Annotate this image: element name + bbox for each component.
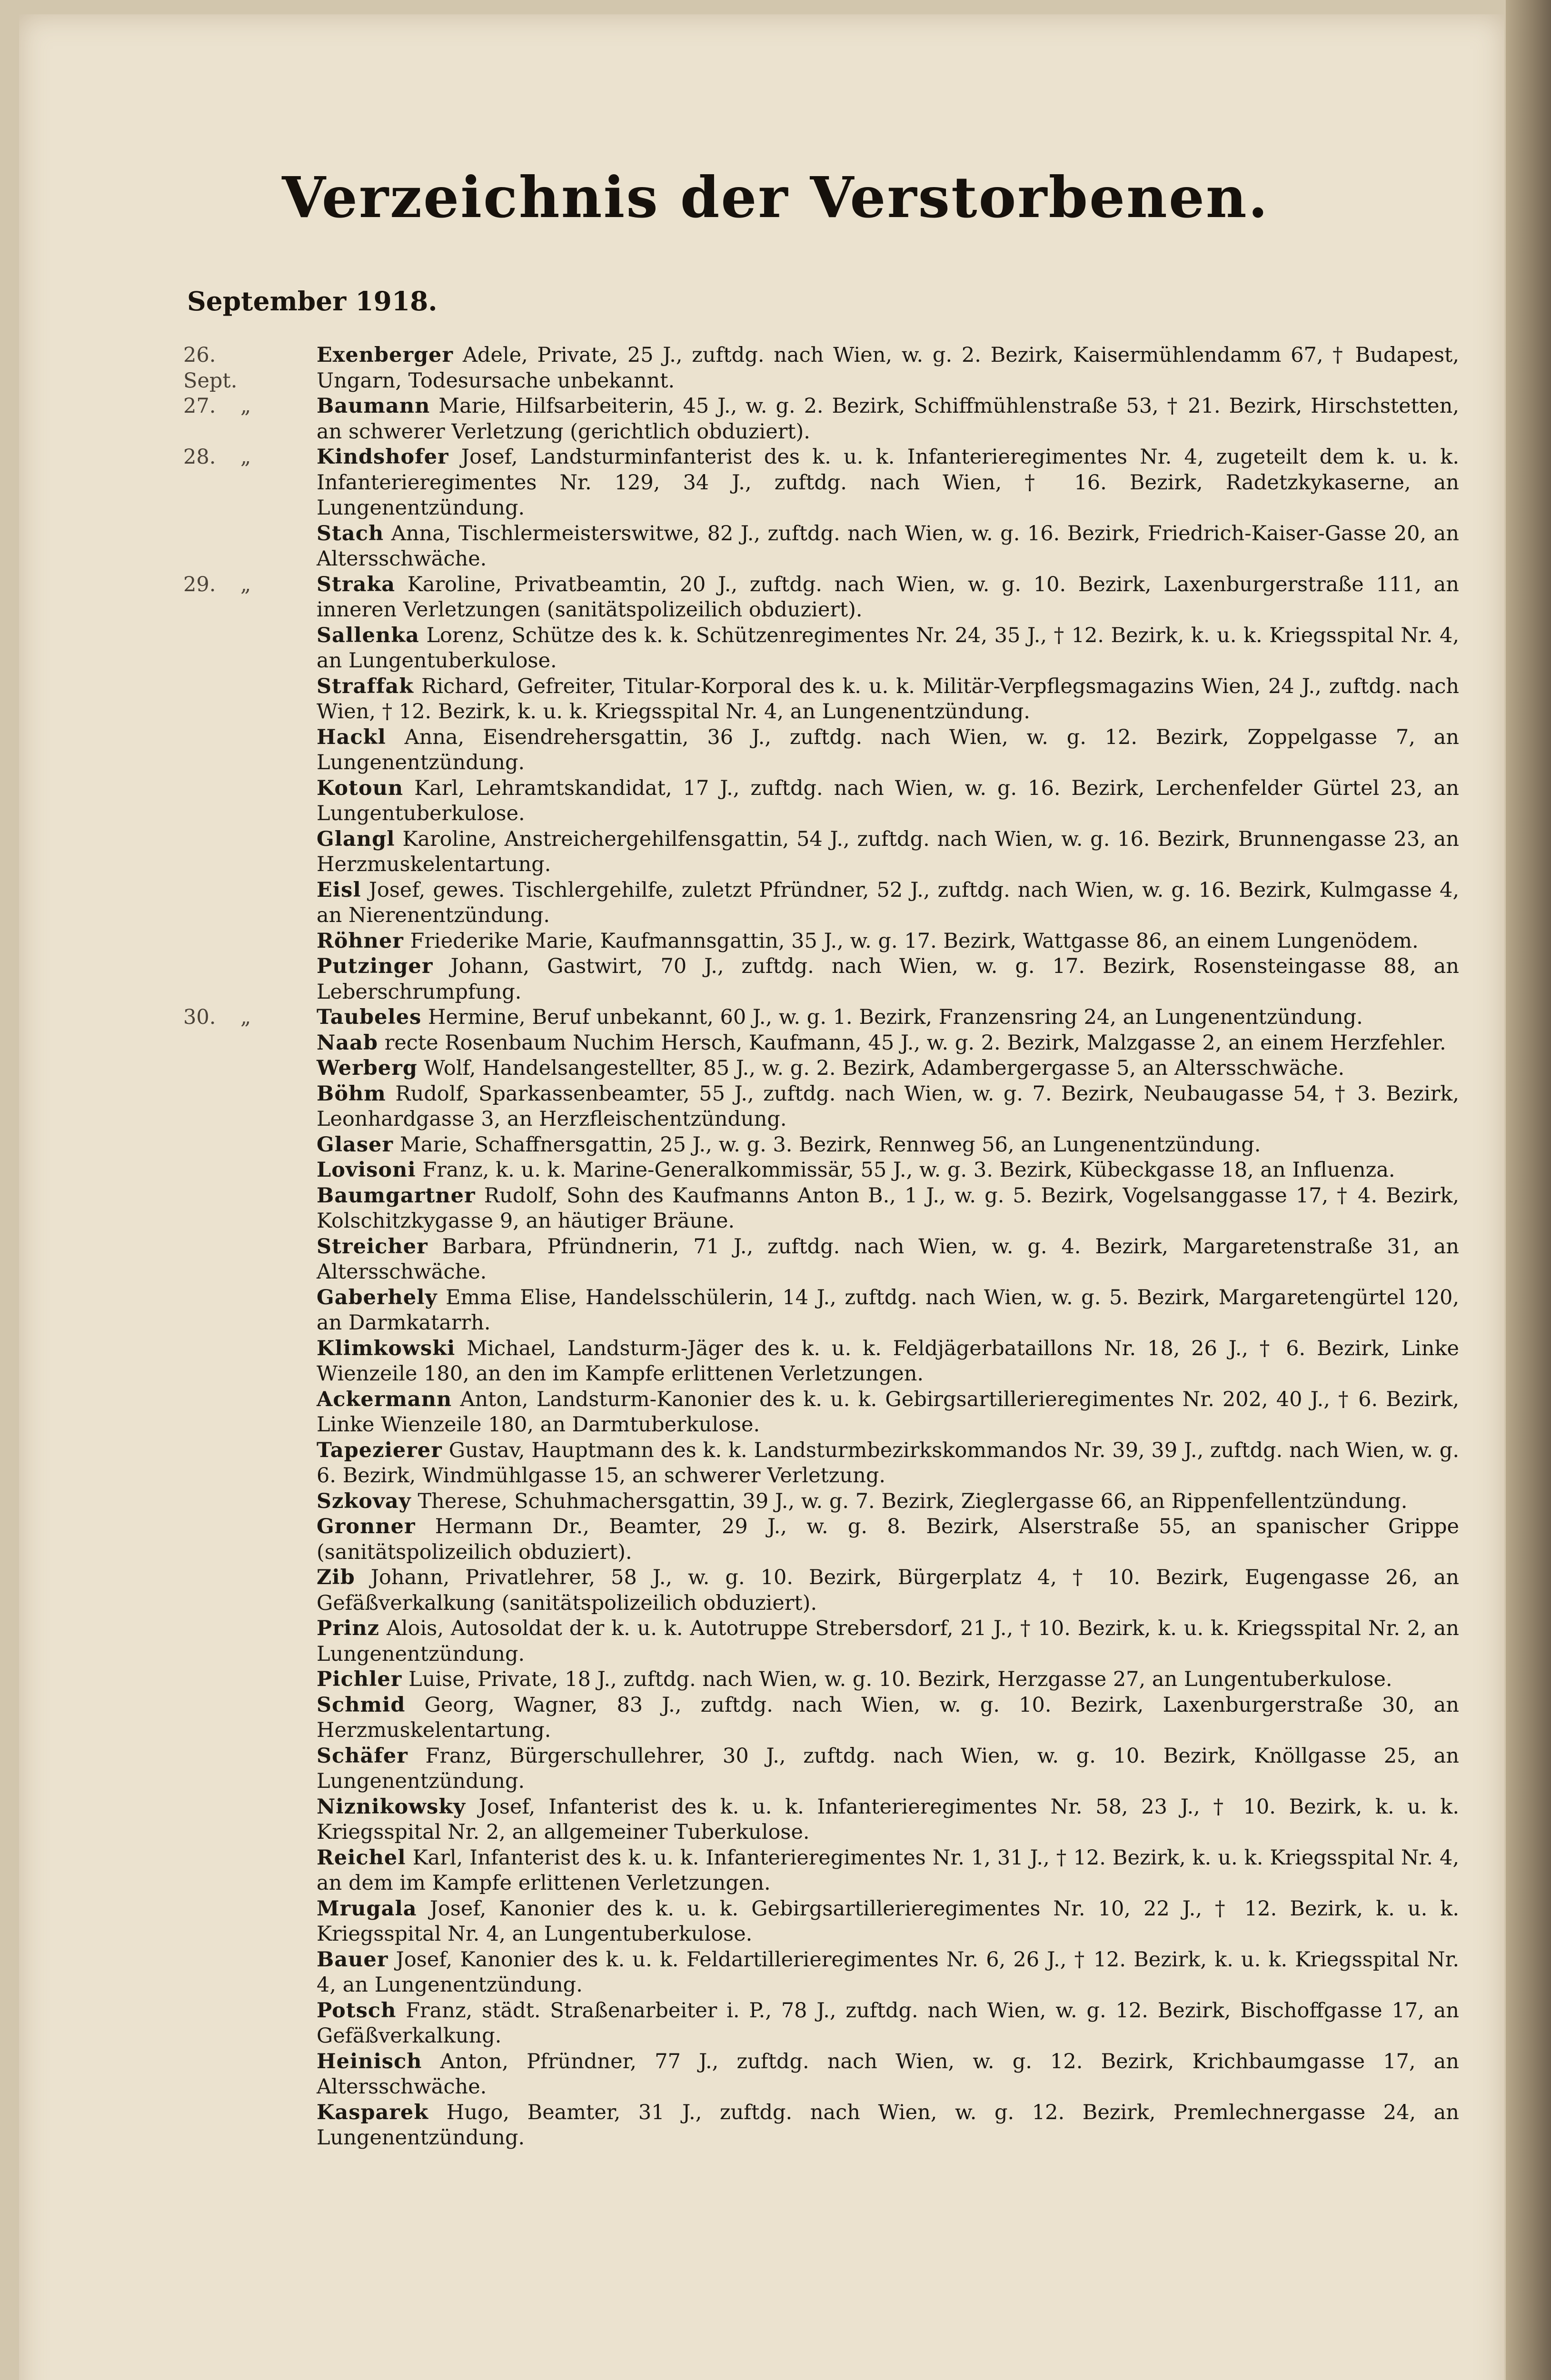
month-heading: September 1918.: [187, 286, 437, 317]
deceased-surname: Bauer: [317, 1947, 388, 1972]
register-entry: [183, 2049, 1459, 2100]
register-entry: [183, 674, 1459, 725]
register-entry: [183, 776, 1459, 827]
register-entry: [183, 1616, 1459, 1667]
entry-date: [183, 1183, 278, 1209]
entry-date: [183, 1158, 278, 1183]
register-entry: [183, 1132, 1459, 1158]
deceased-surname: Hackl: [317, 725, 386, 749]
register-entry: [183, 1514, 1459, 1565]
entry-date: [183, 1744, 278, 1769]
entry-details: Friederike Marie, Kaufmannsgattin, 35 J., w. g. 17. Bezirk, Wattgasse 86, an einem Lungenödem.: [410, 929, 1419, 953]
page-title: Verzeichnis der Verstorbenen.: [282, 164, 1269, 230]
entry-date: [183, 1234, 278, 1260]
entry-date: [183, 1081, 278, 1107]
register-entry: [183, 2100, 1459, 2151]
entry-date: [183, 674, 278, 700]
entry-date: [183, 1387, 278, 1413]
entry-date: [183, 1438, 278, 1464]
entry-date: [183, 1031, 278, 1056]
entry-date: [183, 2049, 278, 2075]
register-entry: [183, 1081, 1459, 1132]
entry-date: [183, 1795, 278, 1820]
entry-date: [183, 954, 278, 980]
deceased-surname: Szkovay: [317, 1489, 411, 1513]
register-entry: [183, 1565, 1459, 1616]
deceased-surname: Glangl: [317, 827, 395, 851]
register-entry: [183, 572, 1459, 623]
register-entry: [183, 521, 1459, 572]
deceased-surname: Pichler: [317, 1667, 402, 1691]
register-entry: [183, 1845, 1459, 1896]
entry-month: „: [240, 445, 251, 469]
entry-date: [183, 1005, 278, 1031]
entry-date: [183, 1845, 278, 1871]
entry-details: Lorenz, Schütze des k. k. Schützenregimentes Nr. 24, 35 J., † 12. Bezirk, k. u. k. Kriegsspital Nr. 4, an Lungentuberkulose.: [317, 623, 1459, 673]
entry-details: Karoline, Anstreichergehilfensgattin, 54 J., zuftdg. nach Wien, w. g. 16. Bezirk, Brunnengasse 23, an Herzmuskelentartung.: [317, 827, 1459, 876]
register-entry: [183, 623, 1459, 674]
entry-date: [183, 1285, 278, 1311]
entry-details: Anna, Tischlermeisterswitwe, 82 J., zuftdg. nach Wien, w. g. 16. Bezirk, Friedrich-Kaiser-Gasse 20, an Altersschwäche.: [317, 521, 1460, 571]
deceased-surname: Mrugala: [317, 1896, 417, 1921]
deceased-surname: Straka: [317, 572, 396, 596]
entry-details: Luise, Private, 18 J., zuftdg. nach Wien, w. g. 10. Bezirk, Herzgasse 27, an Lungentuberkulose.: [408, 1667, 1392, 1691]
entry-details: Marie, Hilfsarbeiterin, 45 J., w. g. 2. Bezirk, Schiffmühlenstraße 53, † 21. Bezirk, Hirschstetten, an schwerer Verletzung (gerichtlich obduziert).: [317, 394, 1459, 444]
entry-details: recte Rosenbaum Nuchim Hersch, Kaufmann, 45 J., w. g. 2. Bezirk, Malzgasse 2, an einem Herzfehler.: [384, 1031, 1446, 1055]
register-entry: [183, 445, 1459, 521]
deceased-surname: Schmid: [317, 1693, 406, 1717]
entry-details: Alois, Autosoldat der k. u. k. Autotruppe Strebersdorf, 21 J., † 10. Bezirk, k. u. k. Kriegsspital Nr. 2, an Lungenentzündung.: [317, 1616, 1460, 1666]
entry-details: Anton, Landsturm-Kanonier des k. u. k. Gebirgsartillerieregimentes Nr. 202, 40 J., † 6. Bezirk, Linke Wienzeile 180, an Darmtuberkulose.: [317, 1387, 1459, 1437]
entry-details: Johann, Privatlehrer, 58 J., w. g. 10. Bezirk, Bürgerplatz 4, † 10. Bezirk, Eugengasse 26, an Gefäßverkalkung (sanitätspolizeilich obduziert).: [317, 1566, 1459, 1615]
entry-date: [183, 1514, 278, 1540]
deceased-surname: Klimkowski: [317, 1336, 456, 1360]
deceased-surname: Röhner: [317, 929, 404, 953]
entry-details: Franz, städt. Straßenarbeiter i. P., 78 J., zuftdg. nach Wien, w. g. 12. Bezirk, Bischoffgasse 17, an Gefäßverkalkung.: [317, 1998, 1459, 2048]
register-entry: [183, 1438, 1459, 1489]
entry-day: 26.: [183, 343, 216, 367]
entry-details: Gustav, Hauptmann des k. k. Landsturmbezirkskommandos Nr. 39, 39 J., zuftdg. nach Wien, w. g. 6. Bezirk, Windmühlgasse 15, an schwerer Verletzung.: [317, 1438, 1459, 1488]
deceased-surname: Kindshofer: [317, 445, 449, 469]
entry-date: [183, 343, 278, 394]
entry-details: Marie, Schaffnersgattin, 25 J., w. g. 3. Bezirk, Rennweg 56, an Lungenentzündung.: [399, 1132, 1261, 1157]
entry-date: [183, 521, 278, 547]
deceased-surname: Exenberger: [317, 343, 454, 367]
entry-date: [183, 1056, 278, 1081]
entry-details: Richard, Gefreiter, Titular-Korporal des k. u. k. Militär-Verpflegsmagazins Wien, 24 J., zuftdg. nach Wien, † 12. Bezirk, k. u. k. Kriegsspital Nr. 4, an Lungenentzündung.: [317, 674, 1460, 724]
entry-details: Karl, Infanterist des k. u. k. Infanterieregimentes Nr. 1, 31 J., † 12. Bezirk, k. u. k. Kriegsspital Nr. 4, an dem im Kampfe erlittenen Verletzungen.: [317, 1845, 1459, 1895]
entry-date: [183, 725, 278, 751]
register-entry: [183, 1031, 1459, 1056]
deceased-surname: Straffak: [317, 674, 414, 698]
register-entry: [183, 1744, 1459, 1795]
entry-details: Anton, Pfründner, 77 J., zuftdg. nach Wien, w. g. 12. Bezirk, Krichbaumgasse 17, an Altersschwäche.: [317, 2049, 1459, 2099]
register-entry: [183, 1005, 1459, 1031]
entry-date: [183, 1896, 278, 1922]
register-entry: [183, 954, 1459, 1005]
entry-date: [183, 1947, 278, 1973]
register-entry: [183, 1336, 1459, 1387]
register-entry: [183, 929, 1459, 954]
deceased-surname: Tapezierer: [317, 1438, 442, 1462]
entry-date: [183, 1132, 278, 1158]
register-entry: [183, 343, 1459, 394]
register-entry: [183, 1158, 1459, 1183]
register-entry: [183, 1387, 1459, 1438]
entry-details: Josef, Infanterist des k. u. k. Infanterieregimentes Nr. 58, 23 J., † 10. Bezirk, k. u. k. Kriegsspital Nr. 2, an allgemeiner Tuberkulose.: [317, 1795, 1459, 1844]
entry-month: „: [240, 1005, 251, 1029]
entry-date: [183, 1616, 278, 1642]
register-entry: [183, 1998, 1459, 2049]
entry-date: [183, 1998, 278, 2024]
entry-date: [183, 1693, 278, 1718]
entry-details: Josef, Landsturminfanterist des k. u. k. Infanterieregimentes Nr. 4, zugeteilt dem k. u. k. Infanterieregimentes Nr. 129, 34 J., zuftdg. nach Wien, † 16. Bezirk, Radetzkykaserne, an Lungenentzündung.: [317, 445, 1459, 520]
register-entry: [183, 1183, 1459, 1234]
deceased-surname: Baumgartner: [317, 1183, 476, 1208]
deceased-surname: Niznikowsky: [317, 1795, 466, 1819]
deceased-surname: Baumann: [317, 394, 430, 418]
entry-details: Barbara, Pfründnerin, 71 J., zuftdg. nach Wien, w. g. 4. Bezirk, Margaretenstraße 31, an Altersschwäche.: [317, 1234, 1459, 1284]
deceased-surname: Prinz: [317, 1616, 380, 1640]
deceased-surname: Stach: [317, 521, 384, 545]
entry-day: 27.: [183, 394, 216, 418]
deceased-surname: Gronner: [317, 1515, 416, 1538]
register-entry: [183, 1056, 1459, 1081]
death-register-list: [183, 343, 1459, 2151]
entry-date: [183, 827, 278, 853]
entry-details: Johann, Gastwirt, 70 J., zuftdg. nach Wien, w. g. 17. Bezirk, Rosensteingasse 88, an Leberschrumpfung.: [317, 954, 1459, 1004]
deceased-surname: Sallenka: [317, 623, 419, 647]
entry-date: [183, 394, 278, 419]
page-edge: [1506, 0, 1551, 2380]
entry-date: [183, 929, 278, 954]
deceased-surname: Kasparek: [317, 2100, 429, 2124]
deceased-surname: Lovisoni: [317, 1158, 416, 1182]
entry-details: Anna, Eisendrehersgattin, 36 J., zuftdg. nach Wien, w. g. 12. Bezirk, Zoppelgasse 7, an Lungenentzündung.: [317, 725, 1459, 774]
register-entry: [183, 1234, 1459, 1285]
entry-details: Karoline, Privatbeamtin, 20 J., zuftdg. nach Wien, w. g. 10. Bezirk, Laxenburgerstraße 111, an inneren Verletzungen (sanitätspolizeilich obduziert).: [317, 572, 1459, 622]
entry-details: Wolf, Handelsangestellter, 85 J., w. g. 2. Bezirk, Adambergergasse 5, an Altersschwäche.: [424, 1056, 1345, 1080]
entry-details: Josef, Kanonier des k. u. k. Feldartillerieregimentes Nr. 6, 26 J., † 12. Bezirk, k. u. k. Kriegsspital Nr. 4, an Lungenentzündung.: [317, 1947, 1460, 1997]
deceased-surname: Böhm: [317, 1081, 386, 1106]
entry-details: Josef, Kanonier des k. u. k. Gebirgsartillerieregimentes Nr. 10, 22 J., † 12. Bezirk, k. u. k. Kriegsspital Nr. 4, an Lungentuberkulose.: [317, 1896, 1459, 1946]
entry-details: Therese, Schuhmachersgattin, 39 J., w. g. 7. Bezirk, Zieglergasse 66, an Rippenfellentzündung.: [418, 1489, 1408, 1513]
deceased-surname: Werberg: [317, 1056, 418, 1080]
deceased-surname: Kotoun: [317, 776, 404, 800]
deceased-surname: Gaberhely: [317, 1285, 437, 1309]
entry-details: Georg, Wagner, 83 J., zuftdg. nach Wien, w. g. 10. Bezirk, Laxenburgerstraße 30, an Herzmuskelentartung.: [317, 1693, 1459, 1742]
entry-day: 30.: [183, 1005, 216, 1029]
entry-details: Hugo, Beamter, 31 J., zuftdg. nach Wien, w. g. 12. Bezirk, Premlechnergasse 24, an Lungenentzündung.: [317, 2100, 1460, 2150]
entry-date: [183, 572, 278, 598]
entry-details: Rudolf, Sparkassenbeamter, 55 J., zuftdg. nach Wien, w. g. 7. Bezirk, Neubaugasse 54, † 3. Bezirk, Leonhardgasse 3, an Herzfleischentzündung.: [317, 1081, 1459, 1131]
entry-details: Adele, Private, 25 J., zuftdg. nach Wien, w. g. 2. Bezirk, Kaisermühlendamm 67, † Budapest, Ungarn, Todesursache unbekannt.: [317, 343, 1459, 393]
entry-details: Franz, Bürgerschullehrer, 30 J., zuftdg. nach Wien, w. g. 10. Bezirk, Knöllgasse 25, an Lungenentzündung.: [317, 1744, 1459, 1793]
register-entry: [183, 1896, 1459, 1947]
entry-date: [183, 1565, 278, 1591]
entry-details: Michael, Landsturm-Jäger des k. u. k. Feldjägerbataillons Nr. 18, 26 J., † 6. Bezirk, Linke Wienzeile 180, an den im Kampfe erlittenen Verletzungen.: [317, 1336, 1459, 1386]
entry-details: Hermann Dr., Beamter, 29 J., w. g. 8. Bezirk, Alserstraße 55, an spanischer Grippe (sanitätspolizeilich obduziert).: [317, 1515, 1459, 1564]
deceased-surname: Streicher: [317, 1234, 428, 1259]
deceased-surname: Schäfer: [317, 1744, 408, 1768]
entry-month: „: [240, 394, 251, 418]
register-entry: [183, 1795, 1459, 1845]
entry-day: 29.: [183, 572, 216, 596]
deceased-surname: Putzinger: [317, 954, 433, 978]
entry-date: [183, 878, 278, 903]
entry-date: [183, 623, 278, 649]
deceased-surname: Glaser: [317, 1132, 394, 1157]
entry-details: Hermine, Beruf unbekannt, 60 J., w. g. 1. Bezirk, Franzensring 24, an Lungenentzündung.: [428, 1005, 1363, 1029]
deceased-surname: Reichel: [317, 1845, 406, 1870]
entry-date: [183, 776, 278, 802]
deceased-surname: Heinisch: [317, 2049, 422, 2073]
entry-details: Franz, k. u. k. Marine-Generalkommissär, 55 J., w. g. 3. Bezirk, Kübeckgasse 18, an Influenza.: [422, 1158, 1395, 1182]
register-entry: [183, 878, 1459, 929]
entry-details: Josef, gewes. Tischlergehilfe, zuletzt Pfründner, 52 J., zuftdg. nach Wien, w. g. 16. Bezirk, Kulmgasse 4, an Nierenentzündung.: [317, 878, 1460, 927]
deceased-surname: Eisl: [317, 878, 361, 902]
register-entry: [183, 1947, 1459, 1998]
register-entry: [183, 1489, 1459, 1515]
entry-day: 28.: [183, 445, 216, 469]
entry-details: Rudolf, Sohn des Kaufmanns Anton B., 1 J., w. g. 5. Bezirk, Vogelsanggasse 17, † 4. Bezirk, Kolschitzkygasse 9, an häutiger Bräune.: [317, 1183, 1459, 1233]
deceased-surname: Potsch: [317, 1998, 397, 2023]
register-entry: [183, 394, 1459, 445]
deceased-surname: Naab: [317, 1031, 378, 1055]
register-entry: [183, 827, 1459, 878]
register-entry: [183, 1285, 1459, 1336]
entry-month: Sept.: [183, 368, 238, 393]
entry-date: [183, 445, 278, 470]
entry-details: Emma Elise, Handelsschülerin, 14 J., zuftdg. nach Wien, w. g. 5. Bezirk, Margaretengürtel 120, an Darmkatarrh.: [317, 1285, 1460, 1335]
register-entry: [183, 1693, 1459, 1744]
deceased-surname: Taubeles: [317, 1005, 422, 1029]
entry-date: [183, 1667, 278, 1693]
entry-date: [183, 1489, 278, 1515]
entry-date: [183, 2100, 278, 2126]
deceased-surname: Ackermann: [317, 1387, 452, 1411]
register-entry: [183, 725, 1459, 776]
entry-date: [183, 1336, 278, 1362]
register-entry: [183, 1667, 1459, 1693]
entry-details: Karl, Lehramtskandidat, 17 J., zuftdg. nach Wien, w. g. 16. Bezirk, Lerchenfelder Gürtel 23, an Lungentuberkulose.: [317, 776, 1459, 825]
deceased-surname: Zib: [317, 1566, 355, 1589]
entry-month: „: [240, 572, 251, 596]
